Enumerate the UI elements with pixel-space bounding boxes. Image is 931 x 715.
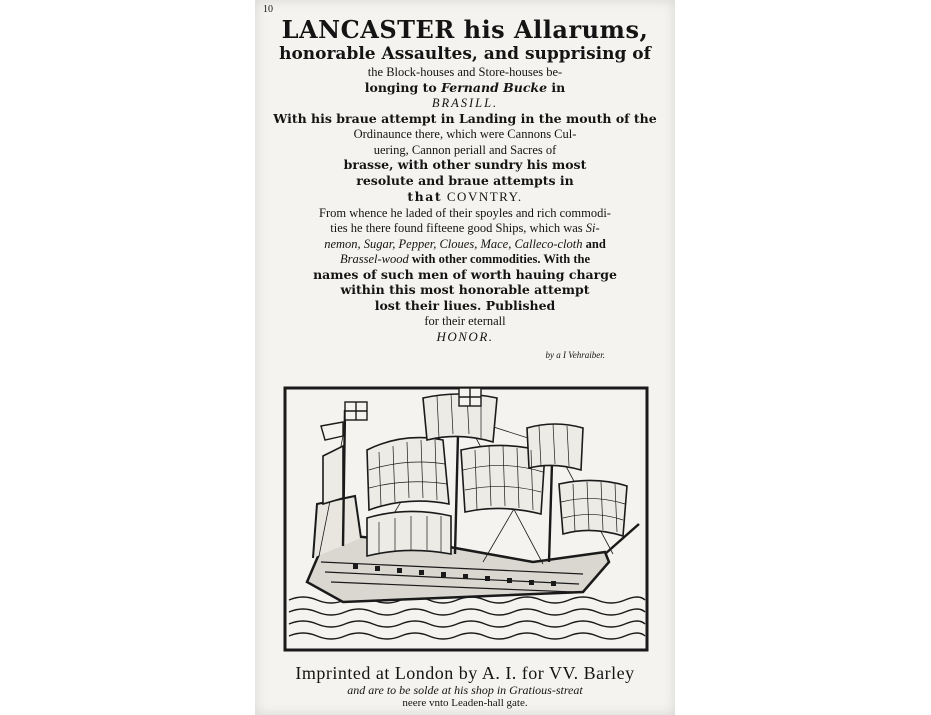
commodities-list: nemon, Sugar, Pepper, Cloues, Mace, Calleco-cloth: [324, 236, 583, 251]
names-line-1: names of such men of worth hauing charge: [313, 266, 617, 282]
whence-line-4: [255, 253, 675, 266]
subtitle-line-3a: longing to: [364, 79, 437, 95]
whence-line-2: [255, 222, 675, 235]
author-line: by a I Vehraiber.: [545, 349, 605, 360]
whence-line-2b: Si-: [585, 221, 600, 235]
attempt-line-4: brasse, with other sundry his most: [343, 157, 587, 172]
country-word: COVNTRY.: [446, 189, 523, 204]
whence-line-2a: ties he there found fifteene good Ships, which was: [330, 221, 583, 235]
folio-number: 10: [263, 4, 273, 15]
subtitle-line-1: honorable Assaultes, and supprising of: [279, 44, 651, 64]
whence-line-3b: and: [585, 236, 606, 251]
imprint-line-3: neere vnto Leaden-hall gate.: [402, 697, 528, 709]
whence-line-1: From whence he laded of their spoyles and rich commodi-: [319, 205, 611, 220]
brasill-line: BRASILL.: [431, 96, 499, 110]
name-fernand-bucke: Fernand Bucke: [441, 79, 548, 95]
attempt-line-3: uering, Cannon periall and Sacres of: [373, 142, 557, 157]
imprint-line-1: Imprinted at London by A. I. for VV. Barley: [295, 663, 635, 683]
whence-line-4b: with other commodities. With the: [411, 252, 590, 266]
imprint-line-2: and are to be solde at his shop in Gratious-streat: [347, 683, 583, 697]
main-title: LANCASTER his Allarums,: [281, 15, 649, 44]
names-line-3: lost their liues. Published: [374, 297, 556, 313]
whence-line-3: [255, 238, 675, 251]
attempt-line-1: With his braue attempt in Landing in the mouth of the: [273, 110, 657, 126]
imprint-block: [255, 664, 675, 709]
honor-line: HONOR.: [436, 328, 494, 344]
ship-woodcut: [283, 386, 649, 652]
subtitle-line-3: [255, 79, 675, 95]
subtitle-line-3b: in: [551, 79, 566, 95]
attempt-line-2: Ordinaunce there, which were Cannons Cul-: [353, 127, 577, 141]
names-line-4: for their eternall: [424, 314, 506, 328]
attempt-line-5: resolute and braue attempts in: [356, 172, 574, 188]
names-line-2: within this most honorable attempt: [340, 282, 590, 297]
brassel-wood: Brassel-wood: [340, 252, 409, 266]
title-text-block: [255, 4, 675, 360]
country-line-that: that: [407, 189, 443, 204]
subtitle-line-2: the Block-houses and Store-houses be-: [367, 65, 563, 79]
title-page: [255, 0, 675, 715]
country-line: [255, 190, 675, 204]
